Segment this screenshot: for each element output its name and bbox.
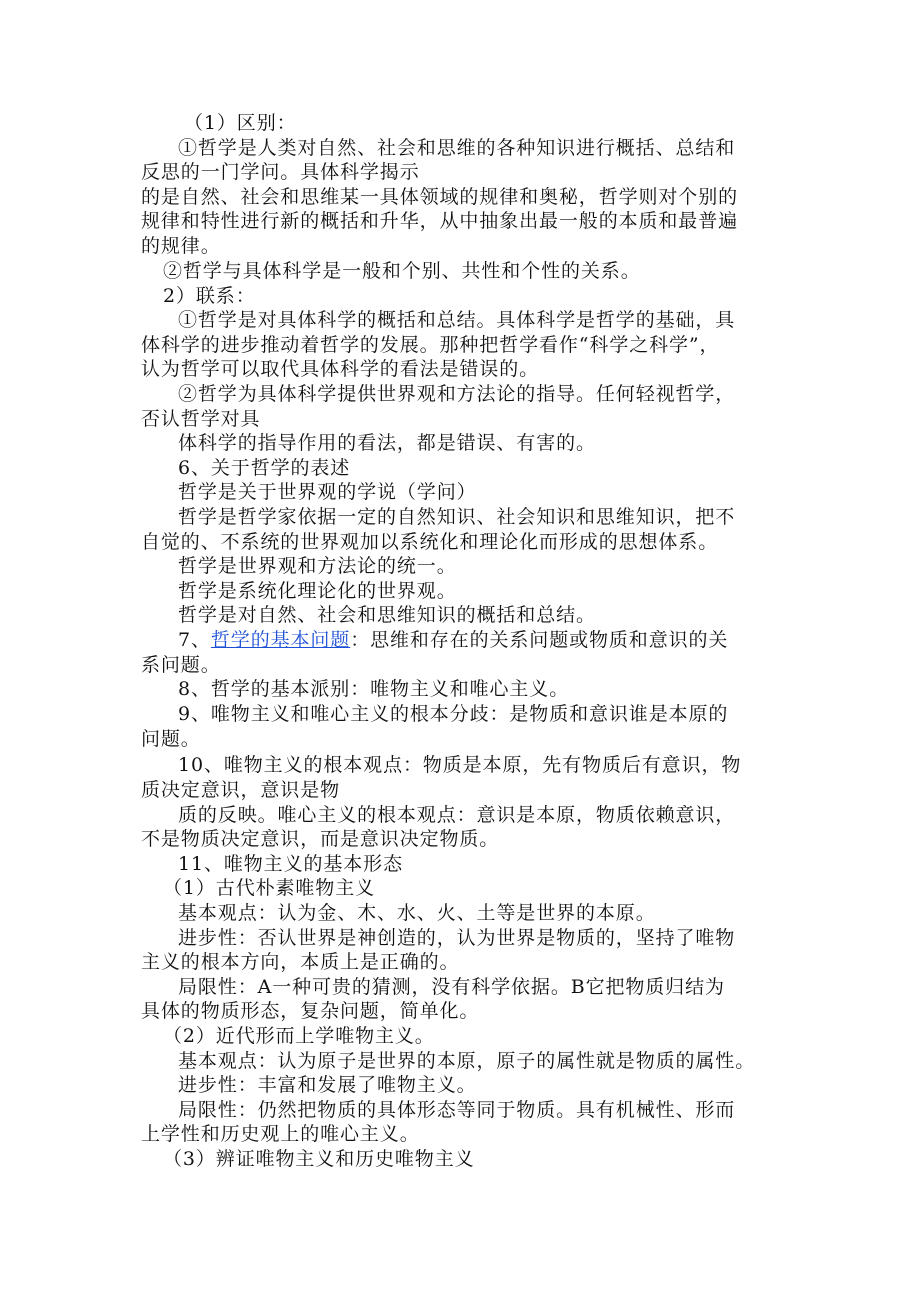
text-line: 具体的物质形态，复杂问题，简单化。 (141, 1000, 480, 1022)
text-line: 不是物质决定意识，而是意识决定物质。 (141, 828, 500, 850)
text-line: 体科学的指导作用的看法，都是错误、有害的。 (178, 432, 596, 454)
text-line: 哲学是系统化理论化的世界观。 (178, 580, 457, 602)
text-line: 8、哲学的基本派别：唯物主义和唯心主义。 (178, 678, 570, 700)
text-line: 哲学是哲学家依据一定的自然知识、社会知识和思维知识，把不 (178, 506, 736, 528)
text-line: 基本观点：认为金、木、水、火、土等是世界的本原。 (178, 902, 656, 924)
text-line: 主义的根本方向，本质上是正确的。 (141, 951, 460, 973)
text-line: 质决定意识，意识是物 (141, 779, 341, 801)
text-line: 进步性：否认世界是神创造的，认为世界是物质的，坚持了唯物 (178, 927, 736, 949)
text-line: 问题。 (141, 728, 201, 750)
subsection-heading: （1）古代朴素唯物主义 (163, 877, 375, 899)
section-heading: 11、唯物主义的基本形态 (178, 853, 403, 875)
text-span: ：思维和存在的关系问题或物质和意识的关 (350, 629, 729, 651)
text-line: 的是自然、社会和思维某一具体领域的规律和奥秘，哲学则对个别的 (141, 186, 739, 208)
text-line: ①哲学是对具体科学的概括和总结。具体科学是哲学的基础，具 (178, 309, 736, 331)
text-line: 反思的一门学问。具体科学揭示 (141, 161, 420, 183)
text-line: ①哲学是人类对自然、社会和思维的各种知识进行概括、总结和 (178, 137, 736, 159)
text-line: （1）区别： (184, 112, 297, 134)
text-line: 哲学是关于世界观的学说（学问） (178, 481, 477, 503)
text-line: 哲学是世界观和方法论的统一。 (178, 555, 457, 577)
text-line: ②哲学为具体科学提供世界观和方法论的指导。任何轻视哲学， (178, 383, 736, 405)
text-line: 系问题。 (141, 654, 221, 676)
subsection-heading: （2）近代形而上学唯物主义。 (163, 1025, 435, 1047)
text-line: 10、唯物主义的根本观点：物质是本原，先有物质后有意识，物 (178, 754, 742, 776)
text-line: 进步性：丰富和发展了唯物主义。 (178, 1074, 477, 1096)
text-line: 的规律。 (141, 235, 221, 257)
subsection-heading: （3）辨证唯物主义和历史唯物主义 (163, 1148, 475, 1170)
text-line: 质的反映。唯心主义的根本观点：意识是本原，物质依赖意识， (178, 804, 736, 826)
item-number: 7、 (178, 629, 211, 651)
text-line: 局限性：A一种可贵的猜测，没有科学依据。B它把物质归结为 (178, 976, 725, 998)
basic-question-link[interactable]: 哲学的基本问题 (210, 629, 351, 651)
text-line (178, 629, 728, 651)
text-line: 9、唯物主义和唯心主义的根本分歧：是物质和意识谁是本原的 (178, 703, 729, 725)
text-line: 认为哲学可以取代具体科学的看法是错误的。 (141, 358, 540, 380)
text-line: 2）联系： (163, 285, 256, 307)
text-line: 局限性：仍然把物质的具体形态等同于物质。具有机械性、形而 (178, 1099, 736, 1121)
text-line: 否认哲学对具 (141, 408, 261, 430)
text-line: 规律和特性进行新的概括和升华，从中抽象出最一般的本质和最普遍 (141, 210, 739, 232)
text-line: 基本观点：认为原子是世界的本原，原子的属性就是物质的属性。 (178, 1050, 756, 1072)
section-heading: 6、关于哲学的表述 (178, 457, 351, 479)
text-line: 哲学是对自然、社会和思维知识的概括和总结。 (178, 604, 596, 626)
text-line: 体科学的进步推动着哲学的发展。那种把哲学看作“科学之科学”， (141, 334, 720, 356)
text-line: 自觉的、不系统的世界观加以系统化和理论化而形成的思想体系。 (141, 531, 719, 553)
text-line: 上学性和历史观上的唯心主义。 (141, 1123, 420, 1145)
text-line: ②哲学与具体科学是一般和个别、共性和个性的关系。 (163, 260, 641, 282)
